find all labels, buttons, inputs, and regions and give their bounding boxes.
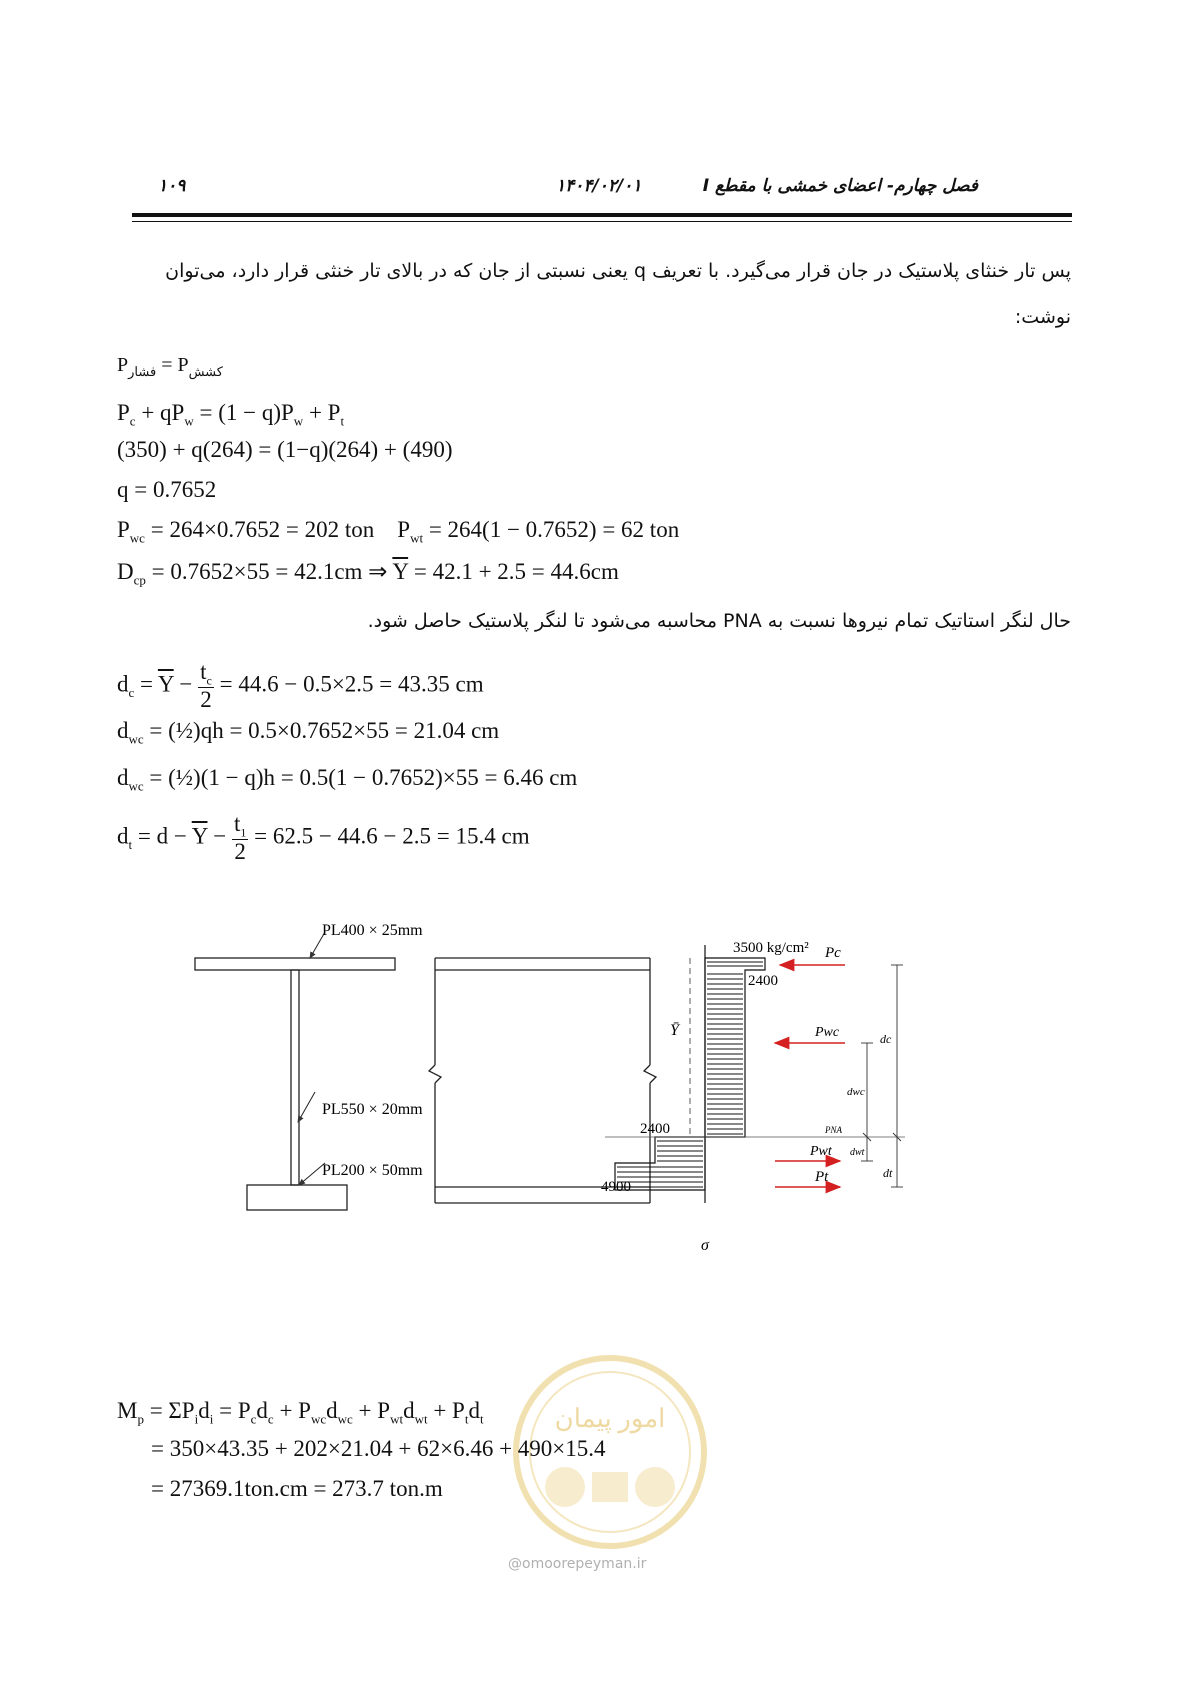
stress-hatch: [617, 962, 763, 1187]
paragraph-line: حال لنگر استاتیک تمام نیروها نسبت به PNA محاسبه می‌شود تا لنگر پلاستیک حاصل شود.: [367, 610, 1071, 632]
equation: $P_{wc} = 264\times 0.7652 = 202$ ton $P_{wt} = 264(1 - 0.7652) = 62$ ton: [117, 517, 680, 546]
lever-dimensions: [861, 965, 903, 1187]
stress-2400-top-label: 2400: [748, 973, 778, 989]
pna-label: PNA: [825, 1125, 842, 1135]
paragraph-line: نوشت:: [1014, 306, 1071, 328]
paragraph-line: پس تار خنثای پلاستیک در جان قرار می‌گیرد. با تعریف q یعنی نسبتی از جان که در بالای تار خنثی قرار دارد، می‌توان: [165, 260, 1071, 282]
header-date: ۱۴۰۴/۰۲/۰۱: [556, 176, 642, 196]
dwc-label: dwc: [847, 1086, 865, 1098]
dt-label: dt: [883, 1166, 893, 1180]
equation: = 350×43.35 + 202×21.04 + 62×6.46 + 490×15.4: [151, 1436, 606, 1461]
page-number: ۱۰۹: [158, 176, 186, 196]
equation: $M_p = \Sigma P_id_i = P_cd_c + P_{wc}d_{wc} + P_{wt}d_{wt} + P_td_t$: [117, 1398, 484, 1427]
equation: $D_{cp} = 0.7652\times 55 = 42.1cm$ ⇒ $\overline{Y} = 42.1 + 2.5 = 44.6cm$: [117, 559, 619, 588]
dwt-label: dwt: [850, 1147, 865, 1158]
equation: $d_c = \overline{Y}$ − $\frac{t_c}{2}$ = 44.6 − 0.5×2.5 = 43.35 cm: [117, 659, 484, 713]
pc-label: Pc: [825, 945, 841, 961]
watermark-text: امور پیمان: [554, 1404, 666, 1433]
ybar-label: Ȳ: [670, 1022, 679, 1039]
pwt-label: Pwt: [810, 1144, 832, 1159]
equation: $d_{wc}$ = (½)qh = 0.5×0.7652×55 = 21.04 cm: [117, 718, 500, 747]
chapter-title: فصل چهارم- اعضای خمشی با مقطع I: [702, 176, 978, 196]
watermark-site: @omoorepeyman.ir: [508, 1556, 647, 1572]
header-rule-thin: [132, 221, 1072, 222]
pwc-label: Pwc: [815, 1025, 840, 1040]
equation: q = 0.7652: [117, 477, 217, 502]
section-outline: [429, 958, 656, 1203]
equation: $P_c + qP_w = (1 - q)P_w + P_t$: [117, 400, 345, 429]
stress-4900-label: 4900: [601, 1179, 631, 1195]
equation: = 27369.1ton.cm = 273.7 ton.m: [151, 1476, 443, 1501]
equation: $d_t = d - \overline{Y}$ − $\frac{t_1}{2}$ = 62.5 − 44.6 − 2.5 = 15.4 cm: [117, 811, 530, 865]
equation: (350) + q(264) = (1−q)(264) + (490): [117, 437, 453, 462]
pt-label: Pt: [815, 1169, 829, 1185]
dc-label: dc: [880, 1032, 892, 1046]
plate-bottom-label: PL200 × 50mm: [322, 1162, 423, 1179]
equation: $d_{wc}$ = (½)(1 − q)h = 0.5(1 − 0.7652)×55 = 6.46 cm: [117, 765, 578, 794]
sigma-label: σ: [701, 1237, 709, 1254]
plate-web-label: PL550 × 20mm: [322, 1101, 423, 1118]
equation: $P_{فشار} = P_{کشش}$: [117, 354, 223, 379]
stress-2400-bot-label: 2400: [640, 1121, 670, 1137]
stress-top-label: 3500 kg/cm²: [733, 940, 809, 956]
plate-top-label: PL400 × 25mm: [322, 922, 423, 939]
section-stress-diagram: [185, 915, 1015, 1335]
header-rule-thick: [132, 213, 1072, 217]
